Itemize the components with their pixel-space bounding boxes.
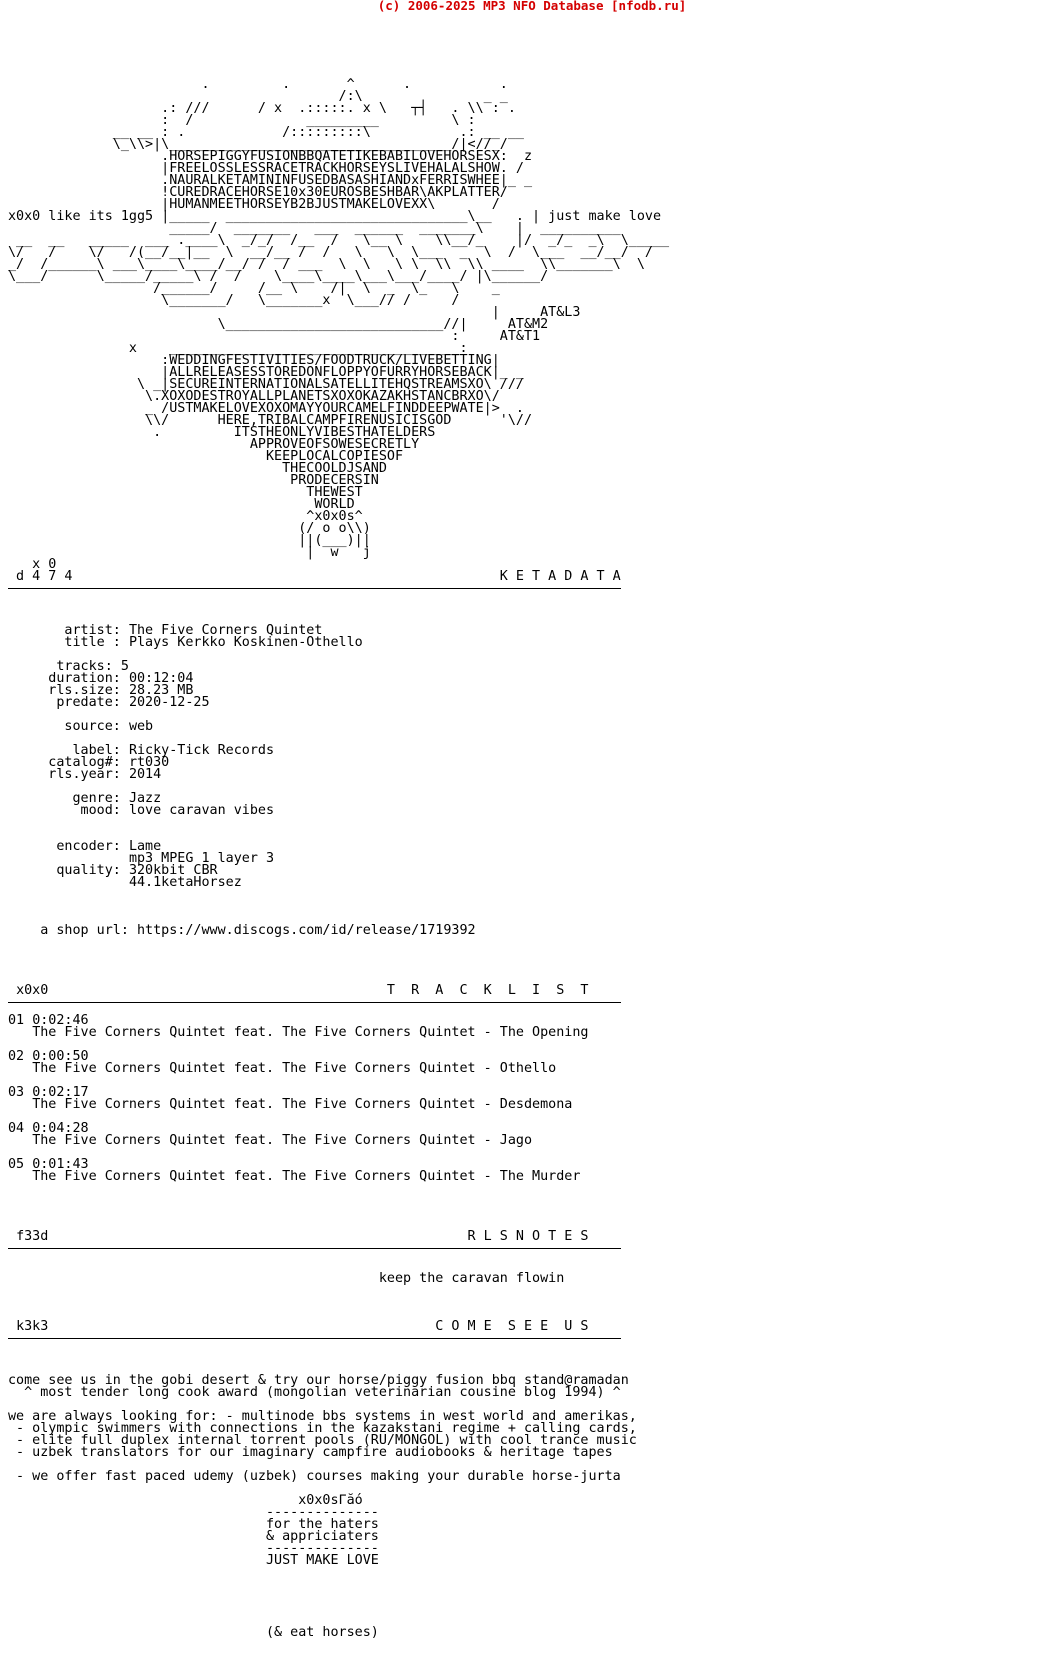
comesee-left-tag: k3k3 [16,1319,49,1334]
track-row-2: 02 0:00:50 The Five Corners Quintet feat. The Five Corners Quintet - Othello [8,1049,557,1076]
predate-value: 2020-12-25 [128,695,210,710]
duration-value: 00:12:04 [128,671,194,686]
haters-line-1: for the haters [265,1517,379,1532]
comesee-line-3: we are always looking for: - multinode bbs systems in west world and amerikas, [8,1409,637,1424]
comesee-line-5: - elite full duplex internal torrent pools (RU/MONGOL) with cool trance music [8,1433,637,1448]
track-row-1: 01 0:02:46 The Five Corners Quintet feat. The Five Corners Quintet - The Opening [8,1013,589,1040]
comesee-line-6: - uzbek translators for our imaginary campfire audiobooks & heritage tapes [8,1445,613,1460]
section-heading-comesee: C O M E S E E U S [435,1319,589,1334]
codec-value: mp3 MPEG 1 layer 3 [128,851,275,866]
track-row-3: 03 0:02:17 The Five Corners Quintet feat. The Five Corners Quintet - Desdemona [8,1085,573,1112]
track-row-5: 05 0:01:43 The Five Corners Quintet feat. The Five Corners Quintet - The Murder [8,1157,581,1184]
section-heading-tracklist: T R A C K L I S T [386,983,589,998]
label-value: Ricky-Tick Records [128,743,275,758]
ascii-art-bottom: x ____________________________________: :WEDDINGFESTIVITIES/FOODTRUCK/LIVEBETTING| |ALLRELEASESSTOREDONFLOPPYOFURRYHORSEBACK|_ _ \ _|SECUREINTERNATIONALSATELLITEHQSTREAMSXO\ /// \.XOXODESTROYALLPLANETSXOXOKAZAKHSTANCBRXO\/ _ /USTMAKELOVEXOXOMAYYOURCAMELFINDDEEPWATE|> . \\/ HERE,TRIBALCAMPFIRENUSICISGOD '\// . ITSTHEONLYVIBESTHATELDERS APPROVEOFSOWESECRETLY KEEPLOCALCOPIESOF THECOOLDJSAND PRODECERSIN THEWEST WORLD ^x0x0s^ (/ o o\\) ||(___)|| | w j [128,341,533,560]
size-value: 28.23 MB [128,683,194,698]
artist-value: The Five Corners Quintet [128,623,323,638]
quality-value: 320kbit CBR [128,863,218,878]
rlsnotes-text: keep the caravan flowin [378,1271,565,1286]
just-make-love-text: JUST MAKE LOVE [265,1553,379,1568]
comesee-line-1: come see us in the gobi desert & try our horse/piggy fusion bbq stand@ramadan [8,1373,629,1388]
section-heading-rlsnotes: R L S N O T E S [467,1229,589,1244]
signature-art: x 0 d 4 7 4 [16,557,73,584]
tracks-value: 5 [120,659,129,674]
ascii-art-top: . . ^ . . /:\ _ _ .: /// / x .:::::. x \ ┬┤ . \\ : . : / _________ \ : __ __ : . /:::::::::\ .: __ __ \_\\>|\___________________________________/|<//_/ .HORSEPIGGYFUSIONBBQATETIKEBABILOVEHORSESX: z |FREELOSSLESSRACETRACKHORSEYSLIVEHALALSHOW. / .NAURALKETAMININFUSEDBASASHIANDxFERRISWHEE|_ _ !CUREDRACEHORSE10x30EUROSBESHBAR\AKPLATTER/ |HUMANMEETHORSEYB2BJUSTMAKELOVEXX\ / [112,77,533,212]
mood-value: love caravan vibes [128,803,275,818]
separator-1: -------------- [265,1505,379,1520]
divider-rlsnotes [8,1248,621,1249]
track-row-4: 04 0:04:28 The Five Corners Quintet feat. The Five Corners Quintet - Jago [8,1121,533,1148]
comesee-line-2: ^ most tender long cook award (mongolian veterinarian cousine blog 1994) ^ [8,1385,621,1400]
divider-comesee [8,1338,621,1339]
ketadata-block: artist: The Five Corners Quintet title : Plays Kerkko Koskinen-Othello tracks: 5 duration: 00:12:04 rls.size: 28.23 MB predate: 2020-12-25 source: web label: Ricky-Tick Records catalog#: rt030 rls.year: 2014 genre: Jazz mood: love caravan vibes encoder: Lame mp3 MPEG 1 layer 3 quality: 320kbit CBR 44.1ketaHorsez a shop url: https://www.discogs.com/id/release/1719392 [8,623,476,938]
year-value: 2014 [128,767,162,782]
shop-url-link[interactable]: https://www.discogs.com/id/release/1719392 [137,923,476,938]
divider-tracklist [8,1002,621,1003]
eat-horses-text: (& eat horses) [265,1625,379,1640]
separator-2: -------------- [265,1541,379,1556]
nfo-document: . . ^ . . /:\ _ _ .: /// / x .:::::. x \ ┬┤ . \\ : . : / _________ \ : __ __ : . /:::::::::\ .: __ __ \_\\>|\___________________________________/|<//_/ .HORSEPIGGYFUSIONBBQATETIKEBABILOVEHORSESX: z |FREELOSSLESSRACETRACKHORSEYSLIVEHALALSHOW. / .NAURALKETAMININFUSEDBASASHIANDxFERRISWHEE|_ _ !CUREDRACEHORSE10x30EUROSBESHBAR\AKPLATTER/ |HUMANMEETHORSEYB2BJUSTMAKELOVEXX\ / x0x0 like its 1gg5 |_____ ______________________________\__ . | just make love _____/ _______ ___ ______ _______\ | __________ __ __ _____ ___ .____\ _/_/ /__ / \__ \ \\__/_ |/ _/_ _\ \_____ \/ / \/ /(__/__|__ \ __/__ / / \ \ \___ _ \ / \___ __/__/ / _/ /______\ ___\____\____/__/ / / ___ \ \ \ \ \\ \\ ____ \\_______\ \ \___/ \_____/_____\ / / \____\____\___\___/____/ |\______/ /______/ /__ \ /| \ _ \_ \ _ \_______/ \_______x \___// / / | AT&L3 \___________________________//| AT&M2 : AT&T1 x ____________________________________: :WEDDINGFESTIVITIES/FOODTRUCK/LIVEBETTING| |ALLRELEASESSTOREDONFLOPPYOFURRYHORSEBACK|_ _ \ _|SECUREINTERNATIONALSATELLITEHQSTREAMSXO\ /// \.XOXODESTROYALLPLANETSXOXOKAZAKHSTANCBRXO\/ _ /USTMAKELOVEXOXOMAYYOURCAMELFINDDEEPWATE|> . \\/ HERE,TRIBALCAMPFIRENUSICISGOD '\// . ITSTHEONLYVIBESTHATELDERS APPROVEOFSOWESECRETLY KEEPLOCALCOPIESOF THECOOLDJSAND PRODECERSIN THEWEST WORLD ^x0x0s^ (/ o o\\) ||(___)|| | w j x 0 d 4 7 4 K E T A D A T A artist: The Five Corners Quintet title : Plays Kerkko Koskinen-Othello tracks: 5 duration: 00:12:04 rls.size: 28.23 MB predate: 2020-12-25 source: web label: Ricky-Tick Records catalog#: rt030 rls.year: 2014 genre: Jazz mood: love caravan vibes encoder: Lame mp3 MPEG 1 layer 3 quality: 320kbit CBR 44.1ketaHorsez a shop url: https://www.discogs.com/id/release/1719392 x0x0 T R A C K L I S T 01 0:02:46 The Five Corners Quintet feat. The Five Corners Quintet - The Opening 02 0:00:50 The Five Corners Quintet feat. The Five Corners Quintet - Othello 03 0:02:17 The Five Corners Quintet feat. The Five Corners Quintet - Desdemona 04 0:04:28 The Five Corners Quintet feat. The Five Corners Quintet - Jago 05 0:01:43 The Five Corners Quintet feat. The Five Corners Quintet - The Murder f33d R L S N O T E S keep the caravan flowin k3k3 C O M E S E E U S come see us in the gobi desert & try our horse/piggy fusion bbq stand@ramadan ^ most tender long cook award (mongolian veterinarian cousine blog 1994) ^ we are always looking for: - multinode bbs systems in west world and amerikas, - olympic swimmers with connections in the kazakstani regime + calling cards, - elite full duplex internal torrent pools (RU/MONGOL) with cool trance music - uzbek translators for our imaginary campfire audiobooks & heritage tapes - we offer fast paced udemy (uzbek) courses making your durable horse-jurta x0x0sΓăó -------------- for the haters & appriciaters -------------- JUST MAKE LOVE (& eat horses) [8,77,670,1640]
catalog-value: rt030 [128,755,170,770]
copyright-banner: (c) 2006-2025 MP3 NFO Database [nfodb.ru] [377,0,687,13]
right-tagline: just make love [540,209,662,224]
encoder-value: Lame [128,839,162,854]
section-heading-ketadata: K E T A D A T A [499,569,621,584]
haters-line-2: & appriciaters [265,1529,379,1544]
tracklist-left-tag: x0x0 [16,983,49,998]
group-signature: x0x0sΓăó [298,1493,363,1508]
left-tagline: x0x0 like its 1gg5 [8,209,162,224]
quality2-value: 44.1ketaHorsez [128,875,242,890]
ascii-logo: _____/ _______ ___ ______ _______\ | __________ __ __ _____ ___ .____\ _/_/ /__ / \__ \ \\__/_ |/ _/_ _\ \_____ \/ / \/ /(__/__|__ \ __/__ / / \ \ \___ _ \ / \___ __/__/ / _/ /______\ ___\____\____/__/ / / ___ \ \ \ \ \\ \\ ____ \\_______\ \ \___/ \_____/_____\ / / \____\____\___\___/____/ |\______/ /______/ /__ \ /| \ _ \_ \ _ \_______/ \_______x \___// / / [8,221,670,308]
title-value: Plays Kerkko Koskinen-Othello [128,635,363,650]
genre-value: Jazz [128,791,162,806]
rlsnotes-left-tag: f33d [16,1229,49,1244]
source-value: web [128,719,154,734]
divider-ketadata [8,588,621,589]
comesee-line-4: - olympic swimmers with connections in the kazakstani regime + calling cards, [8,1421,637,1436]
ascii-at-block: | AT&L3 \___________________________//| AT&M2 : AT&T1 [8,305,581,344]
comesee-line-7: - we offer fast paced udemy (uzbek) courses making your durable horse-jurta [8,1469,621,1484]
